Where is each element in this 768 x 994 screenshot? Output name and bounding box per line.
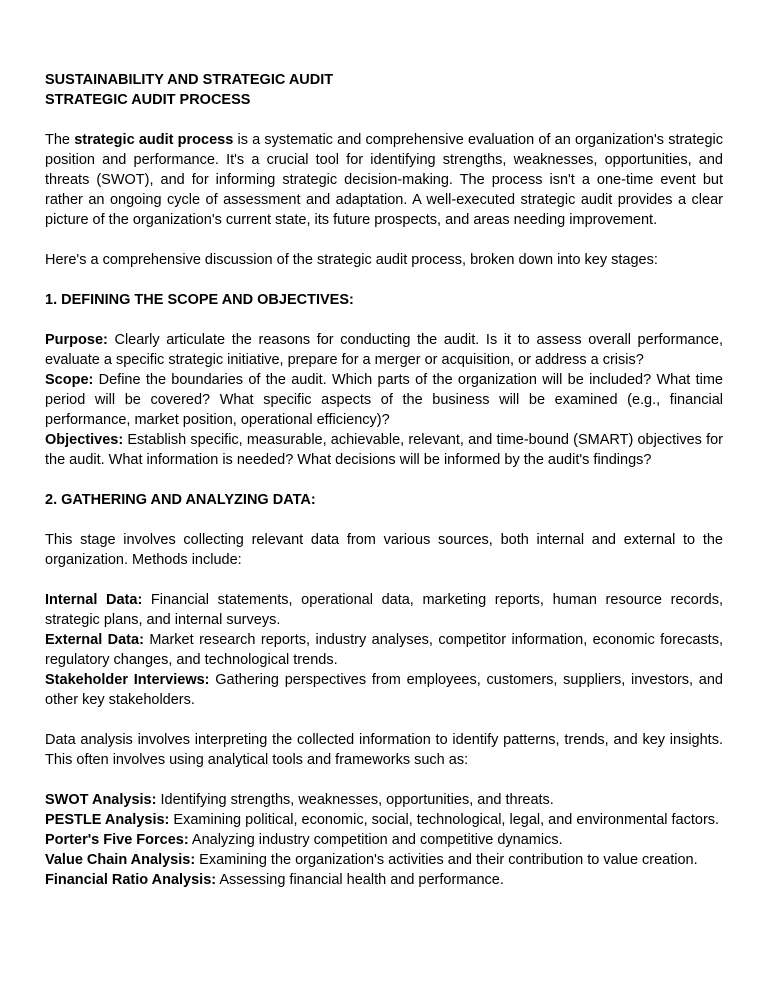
section-1-items-paragraph — [45, 430, 723, 470]
text-run: Assessing financial health and performance. — [216, 872, 504, 888]
analysis-lead-in — [45, 730, 723, 770]
text-run: Gathering perspectives from employees, customers, suppliers, investors, and other key stakeholders. — [45, 672, 723, 708]
analysis-frameworks-paragraph — [45, 790, 723, 810]
bold-text-run: Purpose: — [45, 332, 108, 348]
data-sources-paragraph — [45, 670, 723, 710]
stages-lead-in-paragraph — [45, 250, 723, 270]
bold-text-run: 1. DEFINING THE SCOPE AND OBJECTIVES: — [45, 292, 354, 308]
section-1-heading-paragraph — [45, 290, 723, 310]
section-1-items-paragraph — [45, 370, 723, 430]
section-2-heading — [45, 490, 723, 510]
section-2-heading-paragraph — [45, 490, 723, 510]
section-2-lead-in — [45, 530, 723, 570]
text-run: Clearly articulate the reasons for conducting the audit. Is it to assess overall performance, evaluate a specific strategic initiative, prepare for a merger or acquisition, or address a crisis? — [45, 332, 723, 368]
analysis-frameworks-paragraph — [45, 870, 723, 890]
bold-text-run: PESTLE Analysis: — [45, 812, 170, 828]
title-line-2: STRATEGIC AUDIT PROCESS — [45, 92, 251, 108]
document-title — [45, 70, 723, 110]
bold-text-run: strategic audit process — [74, 132, 234, 148]
text-run: Identifying strengths, weaknesses, opportunities, and threats. — [156, 792, 554, 808]
bold-text-run: Stakeholder Interviews: — [45, 672, 210, 688]
text-run: Data analysis involves interpreting the collected information to identify patterns, trends, and key insights. This often involves using analytical tools and frameworks such as: — [45, 732, 723, 768]
analysis-frameworks-paragraph — [45, 830, 723, 850]
bold-text-run: External Data: — [45, 632, 144, 648]
analysis-lead-in-paragraph — [45, 730, 723, 770]
text-run: Define the boundaries of the audit. Which parts of the organization will be included? What time period will be covered? What specific aspects of the business will be examined (e.g., financial performance, market position, operational efficiency)? — [45, 372, 723, 428]
text-run: This stage involves collecting relevant data from various sources, both internal and external to the organization. Methods include: — [45, 532, 723, 568]
bold-text-run: Porter's Five Forces: — [45, 832, 189, 848]
section-1-items-paragraph — [45, 330, 723, 370]
data-sources-paragraph — [45, 590, 723, 630]
bold-text-run: SWOT Analysis: — [45, 792, 157, 808]
text-run: Financial statements, operational data, marketing reports, human resource records, strategic plans, and internal surveys. — [45, 592, 723, 628]
section-2-lead-in-paragraph — [45, 530, 723, 570]
text-run: Here's a comprehensive discussion of the strategic audit process, broken down into key stages: — [45, 252, 658, 268]
bold-text-run: Value Chain Analysis: — [45, 852, 196, 868]
text-run: The — [45, 132, 75, 148]
text-run: Market research reports, industry analyses, competitor information, economic forecasts, regulatory changes, and technological trends. — [45, 632, 723, 668]
text-run: is a systematic and comprehensive evaluation of an organization's strategic position and performance. It's a crucial tool for identifying strengths, weaknesses, opportunities, and threats (SWOT), and for informing strategic decision-making. The process isn't a one-time event but rather an ongoing cycle of assessment and adaptation. A well-executed strategic audit provides a clear picture of the organization's current state, its future prospects, and areas needing improvement. — [45, 132, 724, 228]
section-1-heading — [45, 290, 723, 310]
text-run: Analyzing industry competition and competitive dynamics. — [188, 832, 563, 848]
analysis-frameworks-paragraph — [45, 850, 723, 870]
analysis-frameworks — [45, 790, 723, 890]
document-body — [45, 130, 723, 890]
text-run: Examining political, economic, social, technological, legal, and environmental factors. — [169, 812, 720, 828]
bold-text-run: Objectives: — [45, 432, 124, 448]
data-sources — [45, 590, 723, 710]
data-sources-paragraph — [45, 630, 723, 670]
intro-paragraph — [45, 130, 723, 230]
stages-lead-in — [45, 250, 723, 270]
analysis-frameworks-paragraph — [45, 810, 723, 830]
section-1-items — [45, 330, 723, 470]
bold-text-run: 2. GATHERING AND ANALYZING DATA: — [45, 492, 316, 508]
intro-paragraph-paragraph — [45, 130, 723, 230]
text-run: Examining the organization's activities and their contribution to value creation. — [195, 852, 698, 868]
title-line-1: SUSTAINABILITY AND STRATEGIC AUDIT — [45, 72, 334, 88]
text-run: Establish specific, measurable, achievable, relevant, and time-bound (SMART) objectives for the audit. What information is needed? What decisions will be informed by the audit's findings? — [45, 432, 723, 468]
bold-text-run: Internal Data: — [45, 592, 143, 608]
bold-text-run: Scope: — [45, 372, 94, 388]
bold-text-run: Financial Ratio Analysis: — [45, 872, 217, 888]
